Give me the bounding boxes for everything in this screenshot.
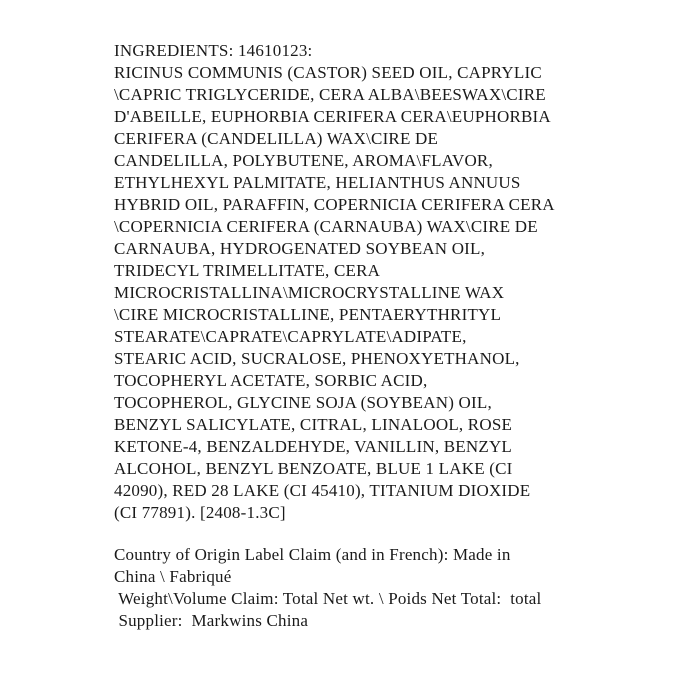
text-line: STEARIC ACID, SUCRALOSE, PHENOXYETHANOL, <box>114 349 520 368</box>
text-line: ALCOHOL, BENZYL BENZOATE, BLUE 1 LAKE (CI <box>114 459 513 478</box>
text-line: Country of Origin Label Claim (and in French): Made in <box>114 545 511 564</box>
text-line: CARNAUBA, HYDROGENATED SOYBEAN OIL, <box>114 239 486 258</box>
text-line: 42090), RED 28 LAKE (CI 45410), TITANIUM DIOXIDE <box>114 481 531 500</box>
text-line: MICROCRISTALLINA\MICROCRYSTALLINE WAX <box>114 283 505 302</box>
text-line: CERIFERA (CANDELILLA) WAX\CIRE DE <box>114 129 439 148</box>
text-line: Weight\Volume Claim: Total Net wt. \ Poids Net Total: total <box>114 589 542 608</box>
text-line: ETHYLHEXYL PALMITATE, HELIANTHUS ANNUUS <box>114 173 521 192</box>
text-line: RICINUS COMMUNIS (CASTOR) SEED OIL, CAPRYLIC <box>114 63 542 82</box>
text-line: TOCOPHERYL ACETATE, SORBIC ACID, <box>114 371 428 390</box>
text-line: CANDELILLA, POLYBUTENE, AROMA\FLAVOR, <box>114 151 493 170</box>
text-line: \CIRE MICROCRISTALLINE, PENTAERYTHRITYL <box>114 305 502 324</box>
text-line: China \ Fabriqué <box>114 567 232 586</box>
text-line: \COPERNICIA CERIFERA (CARNAUBA) WAX\CIRE DE <box>114 217 538 236</box>
text-line: D'ABEILLE, EUPHORBIA CERIFERA CERA\EUPHORBIA <box>114 107 551 126</box>
text-line: HYBRID OIL, PARAFFIN, COPERNICIA CERIFERA CERA <box>114 195 555 214</box>
text-line: INGREDIENTS: 14610123: <box>114 41 313 60</box>
ingredients-paragraph <box>114 40 584 524</box>
text-line: (CI 77891). [2408-1.3C] <box>114 503 286 522</box>
text-line: Supplier: Markwins China <box>114 611 309 630</box>
text-line: TOCOPHEROL, GLYCINE SOJA (SOYBEAN) OIL, <box>114 393 492 412</box>
text-line: \CAPRIC TRIGLYCERIDE, CERA ALBA\BEESWAX\CIRE <box>114 85 546 104</box>
label-text-column <box>114 40 584 632</box>
text-line: STEARATE\CAPRATE\CAPRYLATE\ADIPATE, <box>114 327 467 346</box>
origin-claim-paragraph <box>114 544 584 632</box>
text-line: BENZYL SALICYLATE, CITRAL, LINALOOL, ROSE <box>114 415 513 434</box>
text-line: KETONE-4, BENZALDEHYDE, VANILLIN, BENZYL <box>114 437 513 456</box>
text-line: TRIDECYL TRIMELLITATE, CERA <box>114 261 381 280</box>
